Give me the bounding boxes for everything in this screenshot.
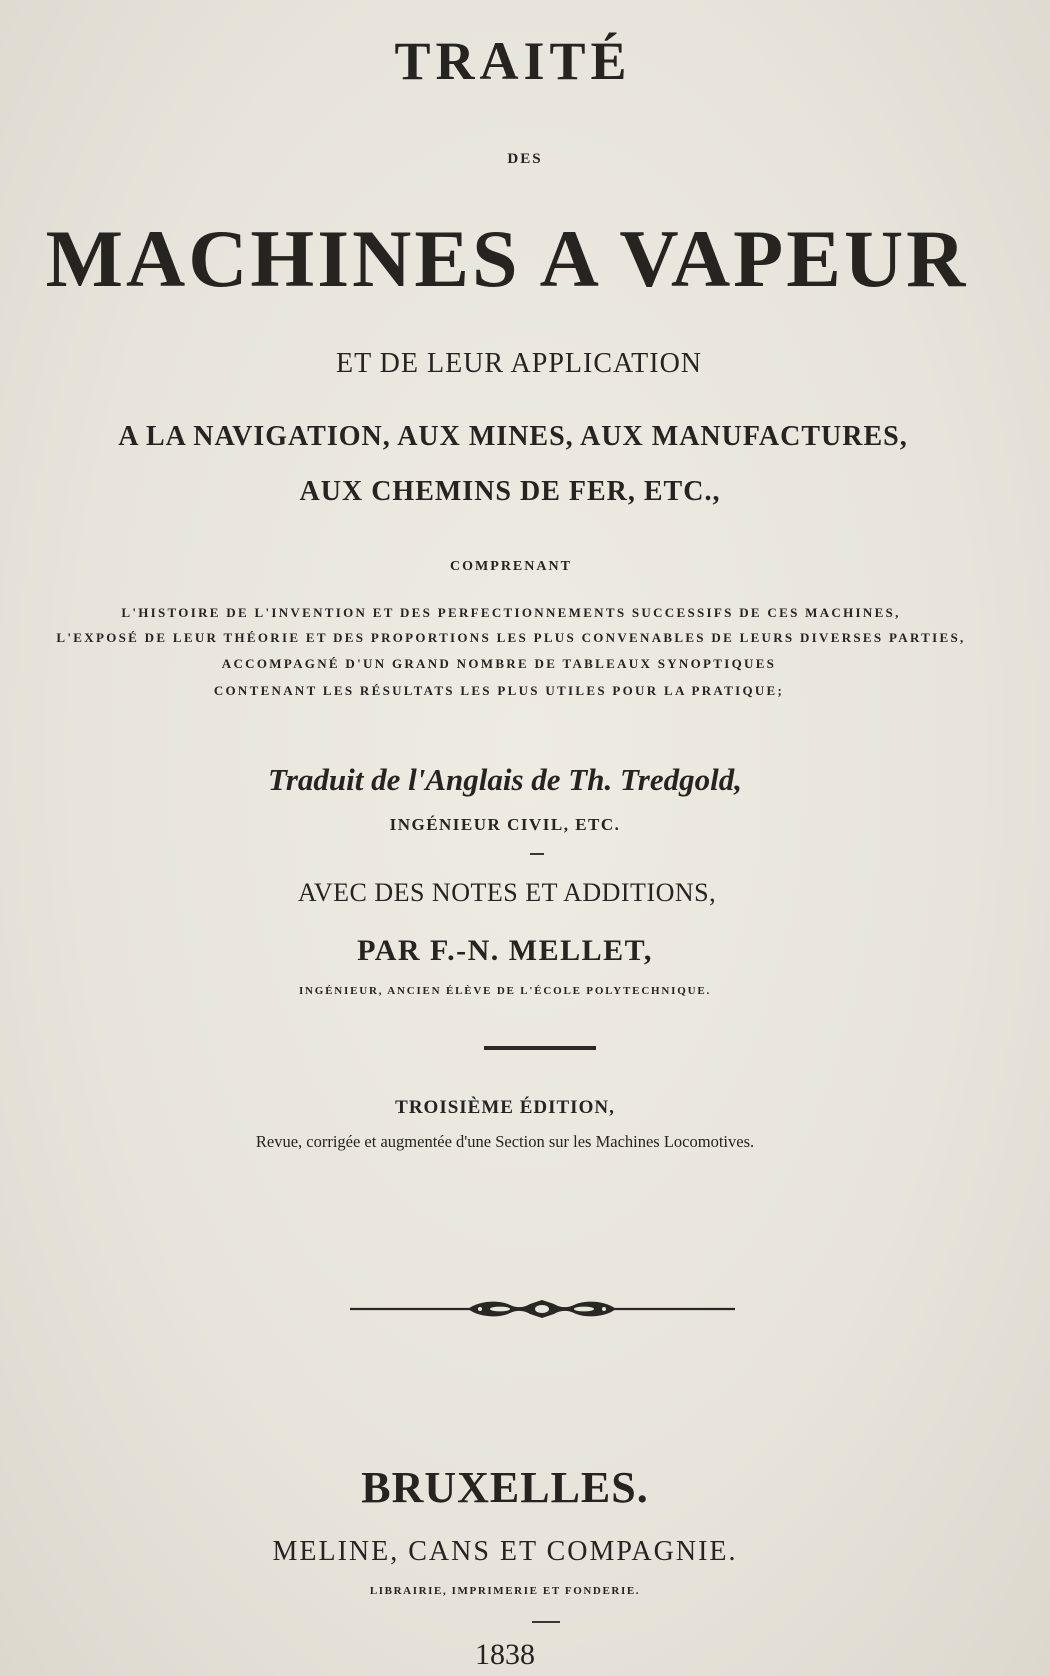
publication-city: BRUXELLES. [361, 1463, 649, 1512]
content-line: CONTENANT LES RÉSULTATS LES PLUS UTILES POUR LA PRATIQUE; [213, 683, 785, 698]
author-title: INGÉNIEUR CIVIL, ETC. [389, 815, 621, 834]
publisher-note: LIBRAIRIE, IMPRIMERIE ET FONDERIE. [369, 1585, 641, 1597]
content-line: L'EXPOSÉ DE LEUR THÉORIE ET DES PROPORTIONS LES PLUS CONVENABLES DE LEURS DIVERSES PARTIES, [56, 630, 966, 645]
section-rule [484, 1046, 596, 1050]
subtitle-chemins-de-fer: AUX CHEMINS DE FER, ETC., [299, 476, 721, 507]
subtitle-application: ET DE LEUR APPLICATION [335, 348, 703, 379]
ornament-divider-icon [350, 1296, 735, 1322]
title-top: TRAITÉ [394, 31, 632, 91]
publication-year: 1838 [475, 1638, 535, 1671]
subtitle-navigation: A LA NAVIGATION, AUX MINES, AUX MANUFACTURES, [118, 421, 908, 452]
comprenant-label: COMPRENANT [450, 559, 572, 574]
edition-label: TROISIÈME ÉDITION, [395, 1097, 615, 1118]
title-des: DES [507, 151, 543, 167]
content-line: ACCOMPAGNÉ D'UN GRAND NOMBRE DE TABLEAUX SYNOPTIQUES [221, 656, 777, 671]
short-dash [530, 853, 544, 855]
short-dash [532, 1621, 560, 1623]
notes-line: AVEC DES NOTES ET ADDITIONS, [297, 878, 717, 907]
editor-title: INGÉNIEUR, ANCIEN ÉLÈVE DE L'ÉCOLE POLYTECHNIQUE. [298, 985, 712, 997]
publisher-name: MELINE, CANS ET COMPAGNIE. [272, 1536, 738, 1567]
content-line: L'HISTOIRE DE L'INVENTION ET DES PERFECTIONNEMENTS SUCCESSIFS DE CES MACHINES, [121, 605, 901, 620]
translator-line: Traduit de l'Anglais de Th. Tredgold, [268, 762, 742, 797]
main-title: MACHINES A VAPEUR [45, 213, 969, 304]
edition-note: Revue, corrigée et augmentée d'une Section sur les Machines Locomotives. [255, 1132, 755, 1151]
editor-line: PAR F.-N. MELLET, [357, 934, 653, 967]
